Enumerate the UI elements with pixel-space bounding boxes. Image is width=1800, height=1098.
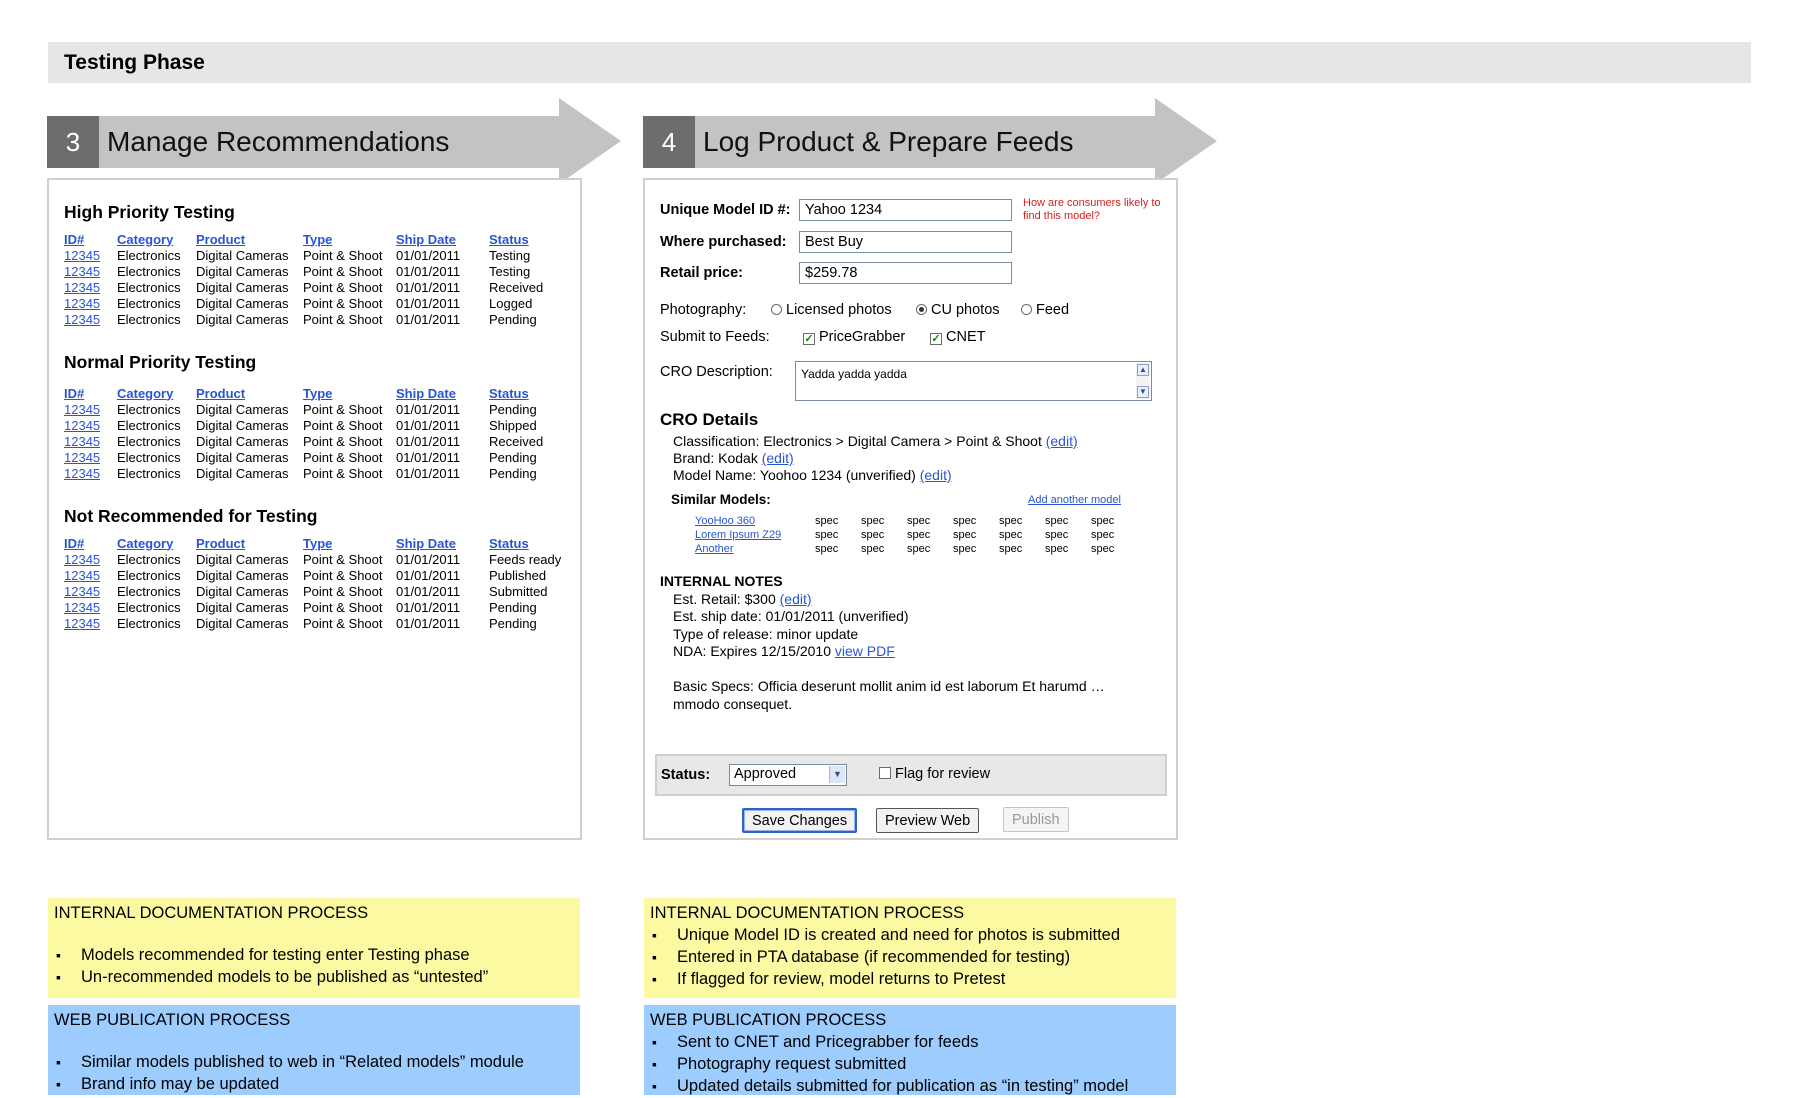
col-category-cell: Electronics	[117, 312, 181, 327]
table-row	[64, 466, 579, 482]
recommendations-panel	[47, 178, 582, 840]
chevron-down-icon[interactable]: ▼	[829, 766, 845, 783]
col-type-cell: Point & Shoot	[303, 418, 383, 433]
col-product-header[interactable]: Product	[196, 231, 246, 247]
col-type-header[interactable]: Type	[303, 535, 333, 551]
basic-specs-line2: mmodo consequet.	[673, 696, 793, 712]
retail-price-input[interactable]	[799, 262, 1012, 284]
col-type-cell: Point & Shoot	[303, 434, 383, 449]
similar-model-row	[695, 514, 1137, 528]
process-bullet-item: ▪ Photography request submitted	[650, 1053, 1170, 1075]
section-heading-normal-priority: Normal Priority Testing	[64, 352, 257, 372]
spec-cell: spec	[907, 543, 931, 555]
spec-cell: spec	[1045, 543, 1069, 555]
table-header-row	[64, 535, 579, 552]
spec-cell: spec	[999, 529, 1023, 541]
section-heading-not-recommended: Not Recommended for Testing	[64, 506, 318, 526]
col-product-header[interactable]: Product	[196, 535, 246, 551]
row-id-link[interactable]: 12345	[64, 418, 101, 433]
col-type-cell: Point & Shoot	[303, 264, 383, 279]
nda-line	[673, 643, 895, 659]
col-type-cell: Point & Shoot	[303, 402, 383, 417]
cro-description-textarea[interactable]	[795, 361, 1152, 401]
process3-internal-list	[54, 944, 574, 988]
radio-licensed-photos[interactable]	[771, 302, 892, 318]
col-ship-date-cell: 01/01/2011	[396, 552, 461, 567]
row-id-link[interactable]: 12345	[64, 552, 101, 567]
high-priority-table	[64, 231, 579, 328]
spec-cell: spec	[999, 543, 1023, 555]
row-id-link[interactable]: 12345	[64, 264, 101, 279]
table-row	[64, 248, 579, 264]
spec-cell: spec	[861, 515, 885, 527]
process-bullet-item: ▪ Models recommended for testing enter Testing phase	[54, 944, 574, 966]
radio-feed[interactable]	[1021, 302, 1069, 318]
similar-model-row	[695, 542, 1137, 556]
est-retail-line	[673, 591, 812, 607]
table-row	[64, 280, 579, 296]
col-ship-date-cell: 01/01/2011	[396, 616, 461, 631]
col-product-cell: Digital Cameras	[196, 402, 289, 417]
table-row	[64, 568, 579, 584]
col-type-cell: Point & Shoot	[303, 296, 383, 311]
status-label: Status:	[661, 767, 711, 783]
col-product-cell: Digital Cameras	[196, 296, 289, 311]
classification-label: Classification:	[673, 433, 760, 449]
spec-cell: spec	[953, 529, 977, 541]
preview-web-button[interactable]: Preview Web	[876, 808, 979, 833]
col-category-header[interactable]: Category	[117, 535, 174, 551]
process-bullet-item: ▪ Unique Model ID is created and need for photos is submitted	[650, 924, 1170, 946]
spec-cell: spec	[815, 515, 839, 527]
col-ship-date-cell: 01/01/2011	[396, 584, 461, 599]
col-product-cell: Digital Cameras	[196, 248, 289, 263]
spec-cell: spec	[999, 515, 1023, 527]
col-status-cell: Pending	[489, 402, 537, 417]
col-product-cell: Digital Cameras	[196, 418, 289, 433]
flag-for-review-checkbox[interactable]	[879, 766, 990, 782]
col-category-cell: Electronics	[117, 600, 181, 615]
internal-notes-heading: INTERNAL NOTES	[660, 573, 783, 589]
col-status-cell: Published	[489, 568, 547, 583]
process4-internal-box	[644, 898, 1176, 998]
col-category-cell: Electronics	[117, 402, 181, 417]
col-type-cell: Point & Shoot	[303, 248, 383, 263]
col-status-cell: Feeds ready	[489, 552, 562, 567]
col-status-cell: Testing	[489, 248, 531, 263]
model-id-hint: How are consumers likely to find this model?	[1023, 197, 1161, 222]
col-ship-date-cell: 01/01/2011	[396, 264, 461, 279]
process4-web-title: WEB PUBLICATION PROCESS	[650, 1011, 887, 1029]
process-bullet-item: ▪ Similar models published to web in “Related models” module	[54, 1051, 574, 1073]
process3-internal-title: INTERNAL DOCUMENTATION PROCESS	[54, 904, 369, 922]
brand-label: Brand:	[673, 450, 715, 466]
process-bullet-item: ▪ If flagged for review, model returns to Pretest	[650, 968, 1170, 990]
save-changes-button[interactable]: Save Changes	[742, 808, 857, 833]
classification-value: Electronics > Digital Camera > Point & Shoot	[763, 433, 1042, 449]
col-ship-date-cell: 01/01/2011	[396, 296, 461, 311]
table-row	[64, 600, 579, 616]
row-id-link[interactable]: 12345	[64, 402, 101, 417]
row-id-link[interactable]: 12345	[64, 568, 101, 583]
basic-specs-line1: Basic Specs: Officia deserunt mollit anim id est laborum Et harumd …	[673, 678, 1105, 694]
checkmark-icon[interactable]: ✓	[931, 333, 941, 345]
row-id-link[interactable]: 12345	[64, 280, 101, 295]
col-ship-date-cell: 01/01/2011	[396, 280, 461, 295]
col-status-cell: Shipped	[489, 418, 537, 433]
process-bullet-item: ▪ Un-recommended models to be published as “untested”	[54, 966, 574, 988]
status-bar	[655, 754, 1167, 796]
col-category-cell: Electronics	[117, 264, 181, 279]
scroll-up-icon[interactable]: ▲	[1137, 364, 1149, 376]
step3-header	[47, 98, 625, 184]
table-row	[64, 450, 579, 466]
similar-models-table	[695, 514, 1137, 556]
spec-cell: spec	[1091, 529, 1115, 541]
brand-value: Kodak	[718, 450, 758, 466]
row-id-link[interactable]: 12345	[64, 450, 101, 465]
status-select-value: Approved	[734, 766, 797, 782]
process-bullet-item: ▪ Brand info may be updated	[54, 1073, 574, 1095]
col-product-cell: Digital Cameras	[196, 434, 289, 449]
scroll-down-icon[interactable]: ▼	[1137, 386, 1149, 398]
col-ship-date-cell: 01/01/2011	[396, 466, 461, 481]
row-id-link[interactable]: 12345	[64, 466, 101, 481]
col-status-cell: Received	[489, 280, 544, 295]
col-type-cell: Point & Shoot	[303, 552, 383, 567]
row-id-link[interactable]: 12345	[64, 600, 101, 615]
col-ship-date-header[interactable]: Ship Date	[396, 535, 456, 551]
radio-button-selected[interactable]	[916, 304, 927, 315]
table-header-row	[64, 385, 579, 402]
col-product-cell: Digital Cameras	[196, 264, 289, 279]
where-purchased-label: Where purchased:	[660, 234, 787, 250]
table-row	[64, 296, 579, 312]
edit-brand-link[interactable]: (edit)	[761, 450, 794, 466]
col-product-cell: Digital Cameras	[196, 450, 289, 465]
table-row	[64, 434, 579, 450]
col-status-cell: Submitted	[489, 584, 548, 599]
table-row	[64, 418, 579, 434]
col-type-cell: Point & Shoot	[303, 584, 383, 599]
table-row	[64, 616, 579, 632]
col-ship-date-cell: 01/01/2011	[396, 312, 461, 327]
spec-cell: spec	[953, 543, 977, 555]
col-status-cell: Received	[489, 434, 544, 449]
row-id-link[interactable]: 12345	[64, 296, 101, 311]
col-status-header[interactable]: Status	[489, 535, 529, 551]
col-product-cell: Digital Cameras	[196, 600, 289, 615]
process4-web-box	[644, 1005, 1176, 1095]
col-id-header[interactable]: ID#	[64, 231, 85, 247]
similar-model-row	[695, 528, 1137, 542]
col-category-cell: Electronics	[117, 568, 181, 583]
process3-internal-box	[48, 898, 580, 998]
spec-cell: spec	[1045, 515, 1069, 527]
checkmark-icon[interactable]: ✓	[804, 333, 814, 345]
col-ship-date-cell: 01/01/2011	[396, 402, 461, 417]
col-status-cell: Testing	[489, 264, 531, 279]
spec-cell: spec	[861, 543, 885, 555]
classification-line	[673, 433, 1078, 449]
model-id-input[interactable]	[799, 199, 1012, 221]
row-id-link[interactable]: 12345	[64, 616, 101, 631]
nda-text: NDA: Expires 12/15/2010	[673, 643, 831, 659]
col-product-cell: Digital Cameras	[196, 552, 289, 567]
col-product-cell: Digital Cameras	[196, 312, 289, 327]
col-type-cell: Point & Shoot	[303, 466, 383, 481]
spec-cell: spec	[907, 515, 931, 527]
col-category-cell: Electronics	[117, 296, 181, 311]
col-category-cell: Electronics	[117, 616, 181, 631]
process3-web-box	[48, 1005, 580, 1095]
photography-label: Photography:	[660, 302, 747, 318]
edit-est-retail-link[interactable]: (edit)	[779, 591, 812, 607]
col-category-cell: Electronics	[117, 584, 181, 599]
release-type-line: Type of release: minor update	[673, 626, 859, 642]
process-bullet-item: ▪ Sent to CNET and Pricegrabber for feeds	[650, 1031, 1170, 1053]
radio-label: Licensed photos	[786, 302, 892, 318]
col-type-cell: Point & Shoot	[303, 600, 383, 615]
step3-number: 3	[47, 116, 99, 168]
similar-model-link[interactable]: YooHoo 360	[695, 515, 756, 527]
model-name-label: Model Name:	[673, 467, 757, 483]
spec-cell: spec	[1091, 515, 1115, 527]
col-type-header[interactable]: Type	[303, 385, 333, 401]
process-bullet-item: ▪ Entered in PTA database (if recommended for testing)	[650, 946, 1170, 968]
where-purchased-input[interactable]	[799, 231, 1012, 253]
radio-button[interactable]	[771, 304, 782, 315]
process-bullet-item: ▪ Updated details submitted for publication as “in testing” model	[650, 1075, 1170, 1097]
col-status-header[interactable]: Status	[489, 385, 529, 401]
table-row	[64, 584, 579, 600]
normal-priority-table	[64, 385, 579, 482]
process3-web-list	[54, 1051, 574, 1095]
col-ship-date-cell: 01/01/2011	[396, 600, 461, 615]
col-status-cell: Pending	[489, 450, 537, 465]
col-ship-date-cell: 01/01/2011	[396, 418, 461, 433]
model-id-label: Unique Model ID #:	[660, 202, 791, 218]
spec-cell: spec	[861, 529, 885, 541]
spec-cell: spec	[907, 529, 931, 541]
publish-button[interactable]: Publish	[1003, 807, 1069, 832]
col-product-cell: Digital Cameras	[196, 568, 289, 583]
similar-model-link[interactable]: Lorem Ipsum Z29	[695, 529, 782, 541]
process4-internal-title: INTERNAL DOCUMENTATION PROCESS	[650, 904, 965, 922]
col-status-cell: Pending	[489, 600, 537, 615]
row-id-link[interactable]: 12345	[64, 248, 101, 263]
retail-price-label: Retail price:	[660, 265, 743, 281]
similar-models-label: Similar Models:	[671, 492, 771, 507]
radio-label: Feed	[1036, 302, 1070, 318]
checkbox-label: PriceGrabber	[819, 329, 906, 345]
col-product-cell: Digital Cameras	[196, 280, 289, 295]
textarea-scrollbar[interactable]	[1136, 363, 1150, 399]
process4-internal-list	[650, 924, 1170, 990]
col-status-cell: Pending	[489, 616, 537, 631]
col-status-header[interactable]: Status	[489, 231, 529, 247]
col-category-cell: Electronics	[117, 418, 181, 433]
spec-cell: spec	[815, 543, 839, 555]
radio-cu-photos[interactable]	[916, 302, 1000, 318]
col-type-cell: Point & Shoot	[303, 450, 383, 465]
col-ship-date-cell: 01/01/2011	[396, 248, 461, 263]
est-ship-line: Est. ship date: 01/01/2011 (unverified)	[673, 608, 909, 624]
view-pdf-link[interactable]: view PDF	[834, 643, 895, 659]
spec-cell: spec	[1091, 543, 1115, 555]
step4-title: Log Product & Prepare Feeds	[703, 126, 1074, 157]
col-product-cell: Digital Cameras	[196, 584, 289, 599]
table-row	[64, 264, 579, 280]
spec-cell: spec	[1045, 529, 1069, 541]
col-product-header[interactable]: Product	[196, 385, 246, 401]
col-ship-date-header[interactable]: Ship Date	[396, 231, 456, 247]
col-ship-date-cell: 01/01/2011	[396, 568, 461, 583]
col-type-cell: Point & Shoot	[303, 312, 383, 327]
col-category-cell: Electronics	[117, 552, 181, 567]
spec-cell: spec	[815, 529, 839, 541]
col-type-cell: Point & Shoot	[303, 616, 383, 631]
cro-description-text: Yadda yadda yadda	[801, 367, 907, 381]
col-ship-date-cell: 01/01/2011	[396, 434, 461, 449]
similar-model-link[interactable]: Another	[695, 543, 734, 555]
checkbox-cnet[interactable]	[930, 329, 985, 345]
col-id-header[interactable]: ID#	[64, 385, 85, 401]
col-category-cell: Electronics	[117, 248, 181, 263]
col-ship-date-cell: 01/01/2011	[396, 450, 461, 465]
status-select[interactable]	[729, 764, 847, 786]
col-status-cell: Pending	[489, 466, 537, 481]
model-name-line	[673, 467, 952, 483]
checkbox-label: CNET	[946, 329, 986, 345]
col-status-cell: Pending	[489, 312, 537, 327]
col-category-cell: Electronics	[117, 280, 181, 295]
submit-feeds-label: Submit to Feeds:	[660, 329, 770, 345]
step4-header	[643, 98, 1221, 184]
section-heading-high-priority: High Priority Testing	[64, 202, 235, 222]
model-name-value: Yoohoo 1234 (unverified)	[759, 467, 916, 483]
add-another-model-link[interactable]: Add another model	[1028, 494, 1121, 506]
edit-classification-link[interactable]: (edit)	[1045, 433, 1078, 449]
col-product-cell: Digital Cameras	[196, 466, 289, 481]
col-product-cell: Digital Cameras	[196, 616, 289, 631]
checkbox-box[interactable]	[879, 767, 891, 779]
col-type-header[interactable]: Type	[303, 231, 333, 247]
step3-title: Manage Recommendations	[107, 126, 450, 157]
cro-description-label: CRO Description:	[660, 364, 773, 380]
step4-number: 4	[643, 116, 695, 168]
not-recommended-table	[64, 535, 579, 632]
table-row	[64, 402, 579, 418]
col-category-header[interactable]: Category	[117, 231, 174, 247]
table-row	[64, 552, 579, 568]
col-category-cell: Electronics	[117, 434, 181, 449]
radio-button[interactable]	[1021, 304, 1032, 315]
col-type-cell: Point & Shoot	[303, 280, 383, 295]
row-id-link[interactable]: 12345	[64, 584, 101, 599]
col-category-cell: Electronics	[117, 450, 181, 465]
col-status-cell: Logged	[489, 296, 533, 311]
brand-line	[673, 450, 794, 466]
row-id-link[interactable]: 12345	[64, 312, 101, 327]
checkbox-pricegrabber[interactable]	[803, 329, 905, 345]
edit-model-name-link[interactable]: (edit)	[919, 467, 952, 483]
col-ship-date-header[interactable]: Ship Date	[396, 385, 456, 401]
log-product-panel	[643, 178, 1178, 840]
row-id-link[interactable]: 12345	[64, 434, 101, 449]
cro-details-heading: CRO Details	[660, 410, 759, 429]
est-retail-text: Est. Retail: $300	[673, 591, 776, 607]
phase-title: Testing Phase	[48, 42, 1751, 83]
process3-web-title: WEB PUBLICATION PROCESS	[54, 1011, 291, 1029]
col-category-header[interactable]: Category	[117, 385, 174, 401]
spec-cell: spec	[953, 515, 977, 527]
col-category-cell: Electronics	[117, 466, 181, 481]
table-row	[64, 312, 579, 328]
table-header-row	[64, 231, 579, 248]
flag-for-review-label: Flag for review	[895, 766, 991, 782]
radio-label: CU photos	[931, 302, 1000, 318]
col-id-header[interactable]: ID#	[64, 535, 85, 551]
col-type-cell: Point & Shoot	[303, 568, 383, 583]
process4-web-list	[650, 1031, 1170, 1097]
